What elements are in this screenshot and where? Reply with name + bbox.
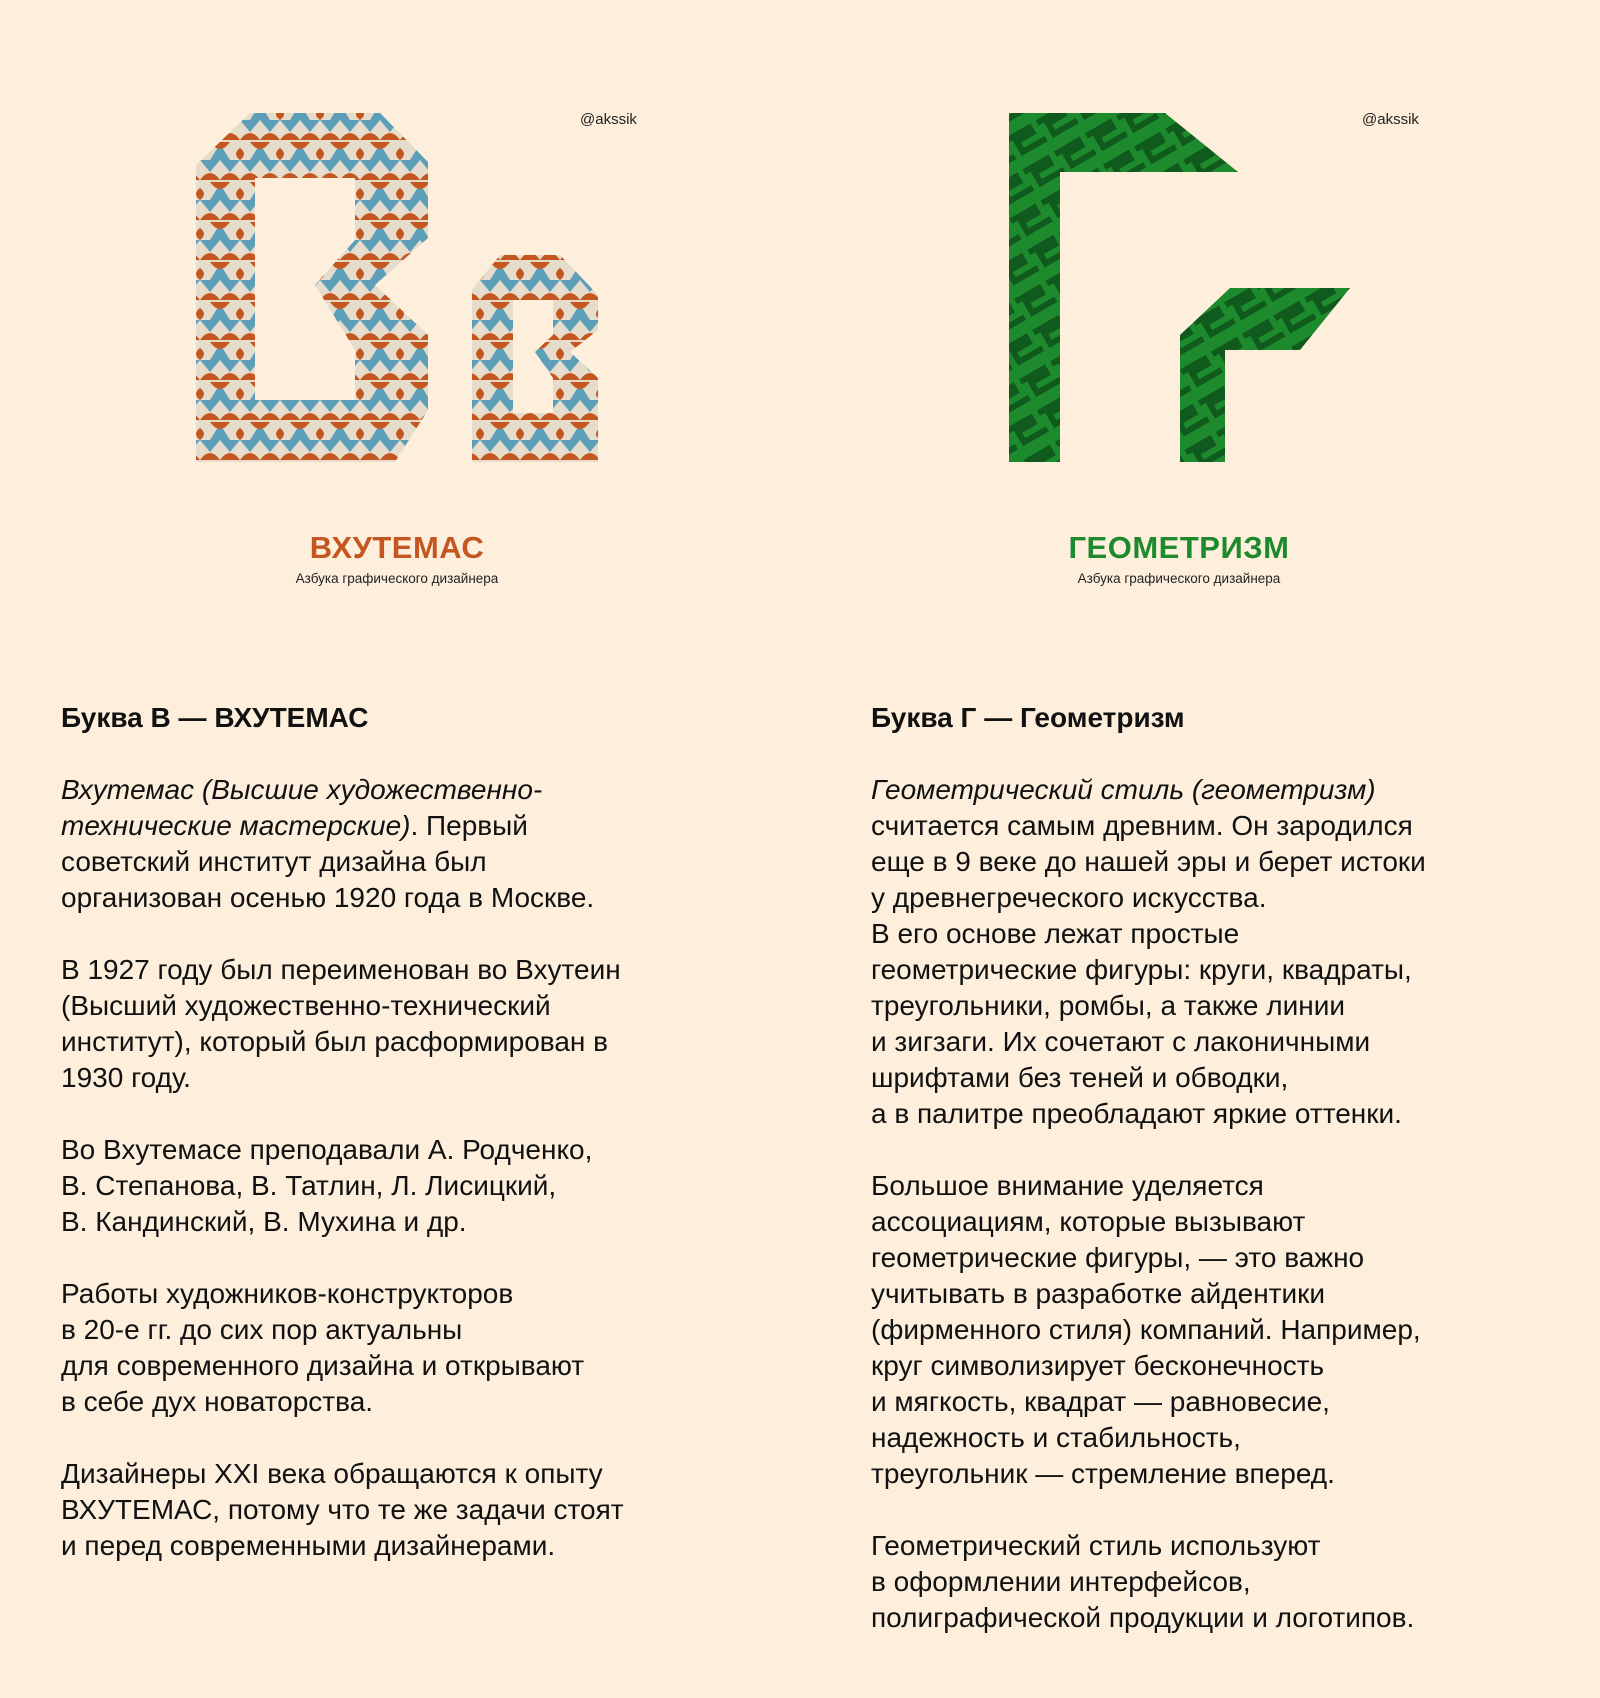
card-subtitle: Азбука графического дизайнера (295, 571, 499, 586)
article-paragraph: В 1927 году был переименован во Вхутеин (Высший художественно-технический институт), который был расформирован в 1930 году. (61, 954, 621, 1093)
card-title: ВХУТЕМАС (309, 530, 485, 565)
author-handle: @akssik (580, 111, 637, 128)
article-paragraph: Геометрический стиль используют в оформлении интерфейсов, полиграфической продукции и логотипов. (871, 1530, 1415, 1633)
card-vkhutemas (0, 0, 800, 640)
article-paragraph: Большое внимание уделяется ассоциациям, которые вызывают геометрические фигуры, — это важно учитывать в разработке айдентики (фирменного стиля) компаний. Например, круг символизирует бесконечность и мягкость, квадрат — равновесие, надежность и стабильность, треугольник — стремление вперед. (871, 1170, 1421, 1489)
article-paragraph: Работы художников-конструкторов в 20-е гг. до сих пор актуальны для современного дизайна и открывают в себе дух новаторства. (61, 1278, 585, 1417)
italic-lead: Геометрический стиль (геометризм) (871, 774, 1376, 805)
article-heading: Буква В — ВХУТЕМАС (61, 702, 369, 733)
article-geometrism (871, 700, 1571, 1672)
article-paragraph: Во Вхутемасе преподавали А. Родченко, В. Степанова, В. Татлин, Л. Лисицкий, В. Кандинский, В. Мухина и др. (61, 1134, 593, 1237)
italic-lead: Вхутемас (Высшие художественно- технические мастерские) (61, 774, 543, 841)
card-subtitle: Азбука графического дизайнера (1077, 571, 1281, 586)
paragraph-text: считается самым древним. Он зародился еще в 9 веке до нашей эры и берет истоки у древнегреческого искусства. В его основе лежат простые геометрические фигуры: круги, квадраты, треугольники, ромбы, а также линии и зигзаги. Их сочетают с лаконичными шрифтами без теней и обводки, а в палитре преобладают яркие оттенки. (871, 810, 1426, 1129)
author-handle: @akssik (1362, 111, 1419, 128)
small-v-letter (472, 255, 598, 462)
letter-g-illustration (800, 0, 1600, 500)
article-heading: Буква Г — Геометризм (871, 702, 1185, 733)
article-paragraph (871, 772, 1571, 1132)
card-title: ГЕОМЕТРИЗМ (1068, 530, 1290, 565)
article-vkhutemas (61, 700, 761, 1600)
letter-v-illustration (0, 0, 800, 500)
big-v-letter (196, 113, 428, 462)
article-paragraph (61, 772, 761, 916)
card-geometrism (800, 0, 1600, 640)
small-g-letter (1180, 288, 1350, 462)
paragraph-text: . Первый советский институт дизайна был организован осенью 1920 года в Москве. (61, 810, 595, 913)
article-paragraph: Дизайнеры XXI века обращаются к опыту ВХУТЕМАС, потому что те же задачи стоят и перед современными дизайнерами. (61, 1458, 624, 1561)
